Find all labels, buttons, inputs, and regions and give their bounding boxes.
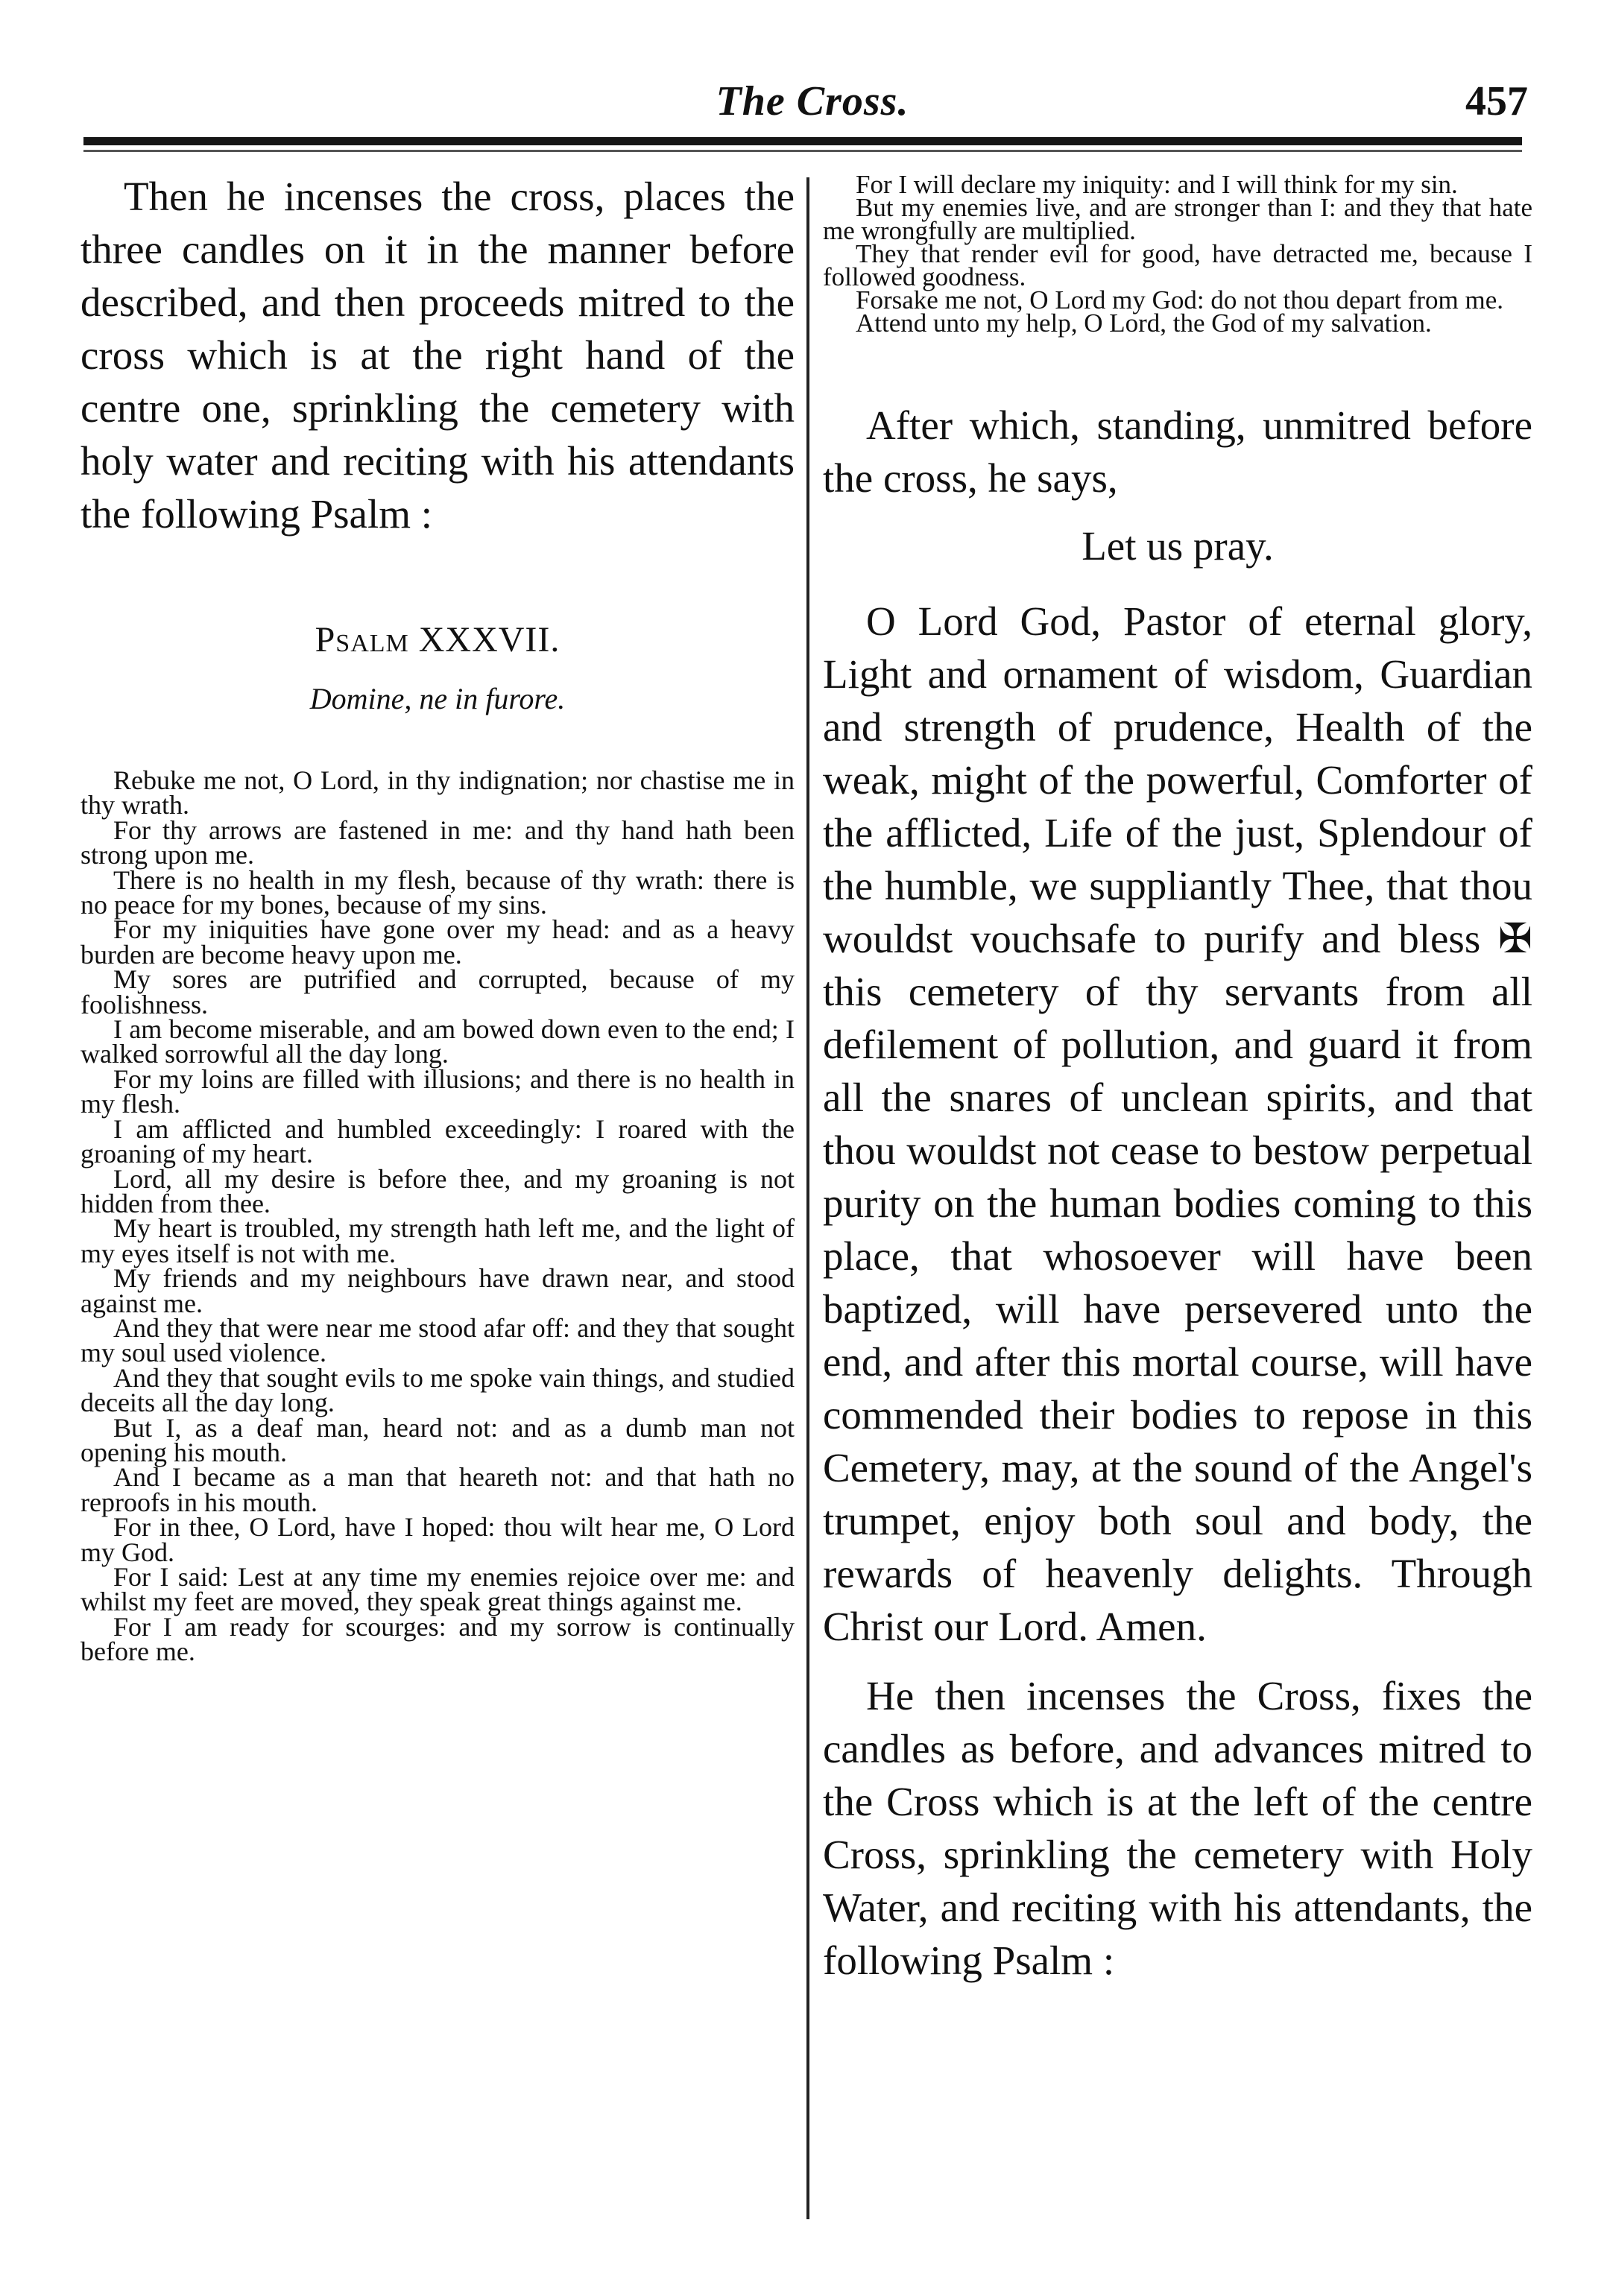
page-number: 457 — [1465, 78, 1528, 124]
psalm-verse: Forsake me not, O Lord my God: do not thou depart from me. — [856, 285, 1504, 314]
psalm-verse: And they that sought evils to me spoke vain things, and studied deceits all the day long. — [80, 1362, 795, 1418]
header-rule-thin — [83, 150, 1522, 152]
psalm-verse: For my iniquities have gone over my head: and as a heavy burden are become heavy upon me. — [80, 914, 795, 970]
column-divider — [806, 177, 809, 2219]
psalm-verse: For my loins are filled with illusions; and there is no health in my flesh. — [80, 1063, 795, 1119]
psalm-verse: They that render evil for good, have detracted me, because I followed goodness. — [823, 239, 1532, 291]
psalm-verse: My friends and my neighbours have drawn near, and stood against me. — [80, 1263, 795, 1318]
psalm-verse: There is no health in my flesh, because of thy wrath: there is no peace for my bones, because of my sins. — [80, 864, 795, 920]
psalm-verse: And they that were near me stood afar off: and they that sought my soul used violence. — [80, 1312, 795, 1368]
prayer-text: O Lord God, Pastor of eternal glory, Light and ornament of wisdom, Guardian and strength of prudence, Health of the weak, might of the powerful, Comforter of the afflicted, Life of the just, Splendour of the humble, we suppliantly Thee, that thou wouldst vouchsafe to purify and bless ✠ this cemetery of thy servants from all defilement of pollution, and guard it from all the snares of unclean spirits, and that thou wouldst not cease to bestow perpetual purity on the human bodies coming to this place, that whosoever will have been baptized, will have persevered unto the end, and after this mortal course, will have commended their bodies to repose in this Cemetery, may, at the sound of the Angel's trumpet, enjoy both soul and body, the rewards of heavenly delights. Through Christ our Lord. Amen. — [823, 598, 1532, 1649]
psalm-verse: My heart is troubled, my strength hath left me, and the light of my eyes itself is not with me. — [80, 1213, 795, 1268]
rubric-intro: Then he incenses the cross, places the three candles on it in the manner before described, and then proceeds mitred to the cross which is at the right hand of the centre one, sprinkling the cemetery with holy water and reciting with his attendants the following Psalm : — [80, 174, 795, 537]
psalm-verse: For I said: Lest at any time my enemies rejoice over me: and whilst my feet are moved, they speak great things against me. — [80, 1562, 795, 1617]
rubric-final: He then incenses the Cross, fixes the candles as before, and advances mitred to the Cross which is at the left of the centre Cross, sprinkling the cemetery with Holy Water, and reciting with his attendants, the following Psalm : — [823, 1673, 1532, 1983]
psalm-verse: For I will declare my iniquity: and I will think for my sin. — [856, 170, 1458, 199]
psalm-verses-continued — [823, 170, 1532, 338]
running-head-title: The Cross. — [716, 78, 909, 124]
psalm-verse: But I, as a deaf man, heard not: and as a dumb man not opening his mouth. — [80, 1412, 795, 1467]
prayer-label: Let us pray. — [1082, 523, 1274, 569]
psalm-verse: For in thee, O Lord, have I hoped: thou wilt hear me, O Lord my God. — [80, 1512, 795, 1567]
psalm-verse: I am afflicted and humbled exceedingly: I roared with the groaning of my heart. — [80, 1113, 795, 1169]
psalm-verse: My sores are putrified and corrupted, because of my foolishness. — [80, 964, 795, 1019]
psalm-verses — [80, 765, 795, 1667]
psalm-verse: For thy arrows are fastened in me: and thy hand hath been strong upon me. — [80, 815, 795, 870]
psalm-verse: Lord, all my desire is before thee, and my groaning is not hidden from thee. — [80, 1163, 795, 1218]
right-column — [823, 170, 1532, 1987]
left-column — [80, 170, 795, 1665]
psalm-incipit: Domine, ne in furore. — [309, 682, 566, 715]
psalm-verse: For I am ready for scourges: and my sorrow is continually before me. — [80, 1611, 795, 1667]
psalm-verse: Rebuke me not, O Lord, in thy indignation; nor chastise me in thy wrath. — [80, 765, 795, 820]
psalm-verse: But my enemies live, and are stronger than I: and they that hate me wrongfully are multiplied. — [823, 193, 1532, 245]
psalm-title: Psalm XXXVII. — [315, 620, 561, 660]
psalm-verse: Attend unto my help, O Lord, the God of my salvation. — [856, 309, 1432, 338]
rubric-after: After which, standing, unmitred before the cross, he says, — [823, 402, 1532, 501]
running-head — [0, 78, 1604, 137]
header-rule — [83, 137, 1522, 145]
psalm-verse: And I became as a man that heareth not: and that hath no reproofs in his mouth. — [80, 1462, 795, 1517]
psalm-verse: I am become miserable, and am bowed down even to the end; I walked sorrowful all the day long. — [80, 1014, 795, 1069]
